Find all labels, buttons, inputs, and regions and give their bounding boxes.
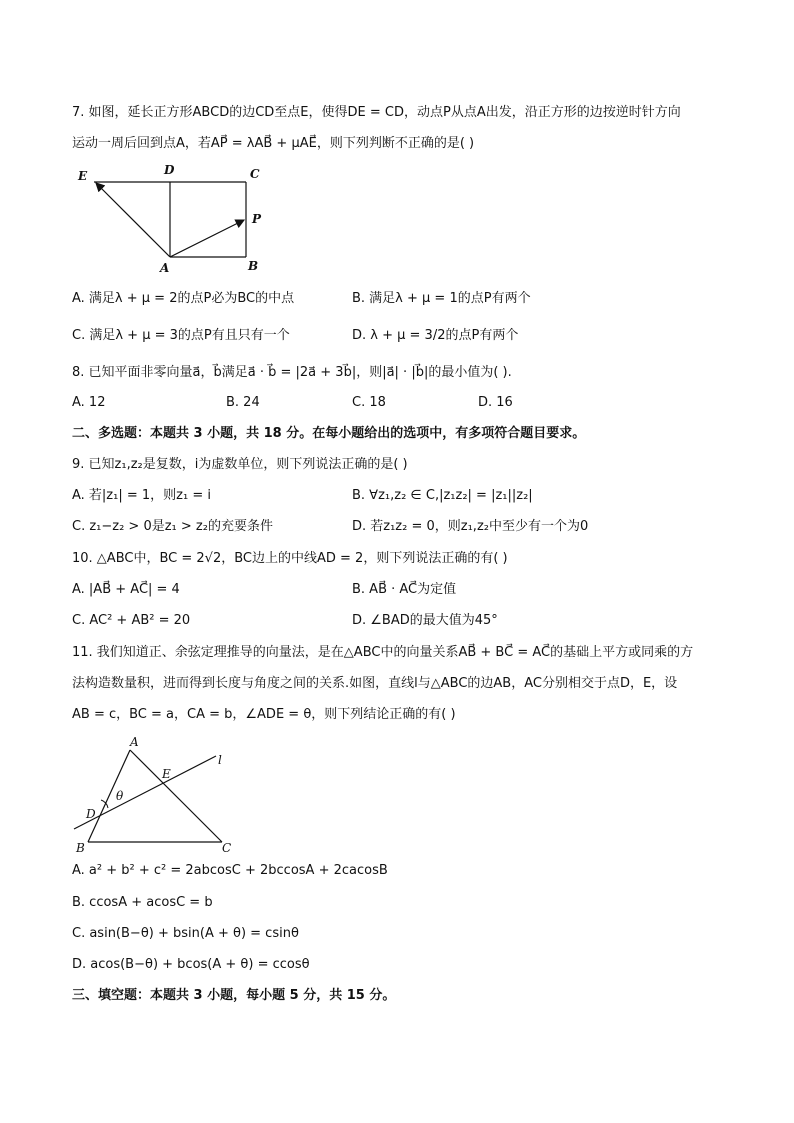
q9-option-d: D. 若z₁z₂ = 0，则z₁,z₂中至少有一个为0: [352, 519, 589, 534]
q10-option-d: D. ∠BAD的最大值为45°: [352, 613, 498, 628]
q11-stem-line1: 11. 我们知道正、余弦定理推导的向量法，是在△ABC中的向量关系AB⃗ + BC⃗ = AC⃗的基础上平方或同乘的方: [72, 645, 694, 660]
q9-stem: 9. 已知z₁,z₂是复数，i为虚数单位，则下列说法正确的是( ): [72, 457, 408, 472]
q9-option-a: A. 若|z₁| = 1，则z₁ = i: [72, 488, 211, 503]
q7-stem-line1: 7. 如图，延长正方形ABCD的边CD至点E，使得DE = CD，动点P从点A出发，沿正方形的边按逆时针方向: [72, 105, 681, 120]
q7-option-a: A. 满足λ + μ = 2的点P必为BC的中点: [72, 291, 295, 306]
q8-option-a: A. 12: [72, 395, 106, 410]
q11-option-d: D. acos(B−θ) + bcos(A + θ) = ccosθ: [72, 957, 310, 972]
q8-option-d: D. 16: [478, 395, 513, 410]
q8-option-b: B. 24: [226, 395, 260, 410]
q11-label-E: E: [162, 767, 171, 781]
q11-figure: [68, 730, 248, 855]
q11-label-B: B: [76, 841, 85, 855]
q8-option-c: C. 18: [352, 395, 386, 410]
q11-label-C: C: [222, 841, 232, 855]
q7-label-A: A: [160, 261, 170, 275]
q7-option-d: D. λ + μ = 3/2的点P有两个: [352, 328, 519, 343]
q10-option-b: B. AB⃗ · AC⃗为定值: [352, 582, 457, 597]
q10-stem: 10. △ABC中，BC = 2√2，BC边上的中线AD = 2，则下列说法正确的有( ): [72, 551, 508, 566]
section-3-heading: 三、填空题：本题共 3 小题，每小题 5 分，共 15 分。: [72, 988, 396, 1003]
q7-option-b: B. 满足λ + μ = 1的点P有两个: [352, 291, 531, 306]
q11-option-c: C. asin(B−θ) + bsin(A + θ) = csinθ: [72, 926, 299, 941]
q11-label-A: A: [130, 735, 139, 749]
q7-stem-line2: 运动一周后回到点A，若AP⃗ = λAB⃗ + μAE⃗，则下列判断不正确的是( ): [72, 136, 475, 151]
q7-label-P: P: [252, 212, 262, 226]
q11-label-D: D: [86, 807, 96, 821]
q7-label-B: B: [248, 259, 259, 273]
q11-label-theta: θ: [116, 789, 124, 803]
q8-stem: 8. 已知平面非零向量a⃗，b⃗满足a⃗ · b⃗ = |2a⃗ + 3b⃗|，则|a⃗| · |b⃗|的最小值为( ).: [72, 365, 512, 380]
q7-figure: [70, 160, 270, 280]
q11-option-b: B. ccosA + acosC = b: [72, 895, 213, 910]
q10-option-a: A. |AB⃗ + AC⃗| = 4: [72, 582, 180, 597]
q10-option-c: C. AC² + AB² = 20: [72, 613, 191, 628]
q7-label-E: E: [78, 169, 88, 183]
q11-stem-line2: 法构造数量积，进而得到长度与角度之间的关系.如图，直线l与△ABC的边AB，AC分别相交于点D，E，设: [72, 676, 678, 691]
q11-option-a: A. a² + b² + c² = 2abcosC + 2bccosA + 2cacosB: [72, 863, 388, 878]
q9-option-c: C. z₁−z₂ > 0是z₁ > z₂的充要条件: [72, 519, 273, 534]
q11-stem-line3: AB = c，BC = a，CA = b，∠ADE = θ，则下列结论正确的有( ): [72, 707, 456, 722]
q7-label-C: C: [250, 167, 260, 181]
q11-label-l: l: [218, 753, 222, 767]
q7-option-c: C. 满足λ + μ = 3的点P有且只有一个: [72, 328, 290, 343]
q9-option-b: B. ∀z₁,z₂ ∈ C,|z₁z₂| = |z₁||z₂|: [352, 488, 533, 503]
section-2-heading: 二、多选题：本题共 3 小题，共 18 分。在每小题给出的选项中，有多项符合题目要求。: [72, 426, 586, 441]
q7-label-D: D: [164, 163, 175, 177]
